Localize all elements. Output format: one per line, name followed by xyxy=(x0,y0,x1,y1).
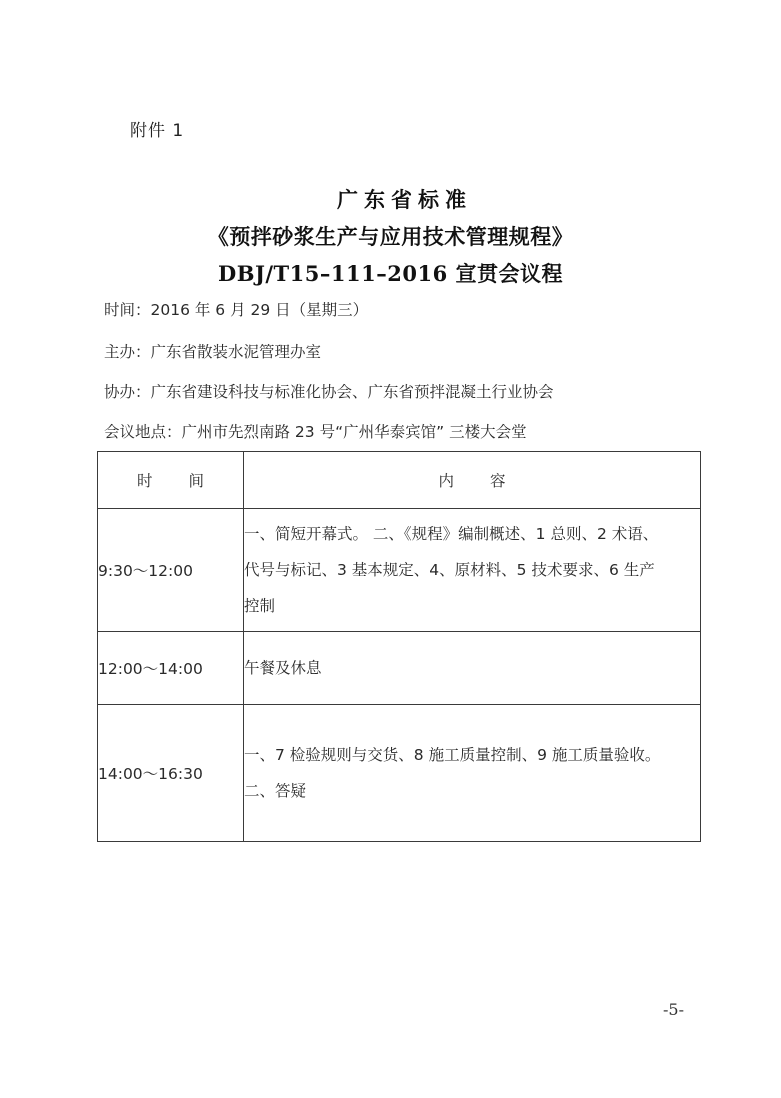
page-number: -5- xyxy=(663,1000,684,1019)
header-time-char-1: 时 xyxy=(136,472,153,490)
session-content-line: 二、答疑 xyxy=(244,782,307,800)
header-time xyxy=(98,452,244,509)
meeting-host: 主办：广东省散装水泥管理办室 xyxy=(104,343,322,361)
agenda-header-row xyxy=(98,452,701,509)
session-time: 9:30～12:00 xyxy=(98,509,244,632)
meeting-time: 时间：2016 年 6 月 29 日（星期三） xyxy=(104,301,369,319)
session-time: 12:00～14:00 xyxy=(98,632,244,705)
agenda-table xyxy=(97,451,701,842)
regulation-title: 《预拌砂浆生产与应用技术管理规程》 xyxy=(207,224,574,249)
session-content xyxy=(244,632,701,705)
session-content-line: 一、简短开幕式。 二、《规程》编制概述、1 总则、2 术语、 xyxy=(244,525,659,543)
meeting-title: DBJ/T15–111–2016 宣贯会议程 xyxy=(217,261,563,286)
attachment-label: 附件 1 xyxy=(130,121,185,141)
header-content xyxy=(244,452,701,509)
table-row xyxy=(98,632,701,705)
standard-title: 广东省标准 xyxy=(337,187,472,212)
session-content-line: 代号与标记、3 基本规定、4、原材料、5 技术要求、6 生产 xyxy=(244,561,655,579)
session-content xyxy=(244,705,701,842)
meeting-venue: 会议地点：广州市先烈南路 23 号“广州华泰宾馆” 三楼大会堂 xyxy=(104,423,527,441)
meeting-co-host: 协办：广东省建设科技与标准化协会、广东省预拌混凝土行业协会 xyxy=(104,383,554,401)
header-content-char-1: 内 xyxy=(438,472,454,490)
session-content xyxy=(244,509,701,632)
header-time-char-2: 间 xyxy=(188,472,205,490)
table-row xyxy=(98,509,701,632)
header-content-char-2: 容 xyxy=(490,472,506,490)
table-row xyxy=(98,705,701,842)
session-content-line: 一、7 检验规则与交货、8 施工质量控制、9 施工质量验收。 xyxy=(244,746,661,764)
session-content-line: 午餐及休息 xyxy=(244,659,322,677)
session-time: 14:00～16:30 xyxy=(98,705,244,842)
session-content-line: 控制 xyxy=(244,597,276,615)
